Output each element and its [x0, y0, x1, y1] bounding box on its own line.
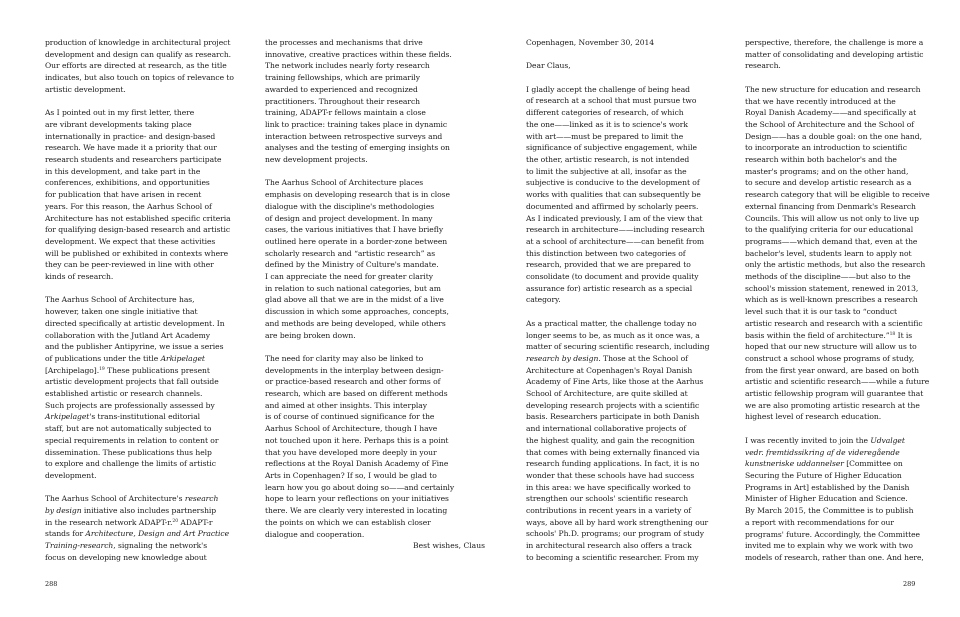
footnote-marker: 18 [889, 331, 896, 337]
text-line: strengthen our schools' scientific research [526, 494, 689, 504]
text-line: emphasis on developing research that is in close [265, 190, 450, 200]
text-line: production of knowledge in architectural project [45, 38, 231, 47]
column-3-body [526, 84, 738, 564]
text-line: significance of subjective engagement, while [526, 143, 697, 153]
text-line: special requirements in relation to content or [45, 435, 219, 445]
text-line: dialogue and cooperation. [265, 529, 365, 539]
text-line: Training-research, signaling the network's [45, 541, 208, 551]
text-line: assurance for) artistic research as a special [526, 283, 693, 293]
text-line: that you have developed more deeply in your [265, 447, 437, 457]
text-line: basis within the field of architecture.”$^{18}$ It is [745, 330, 913, 340]
text-line: research students and researchers participate [45, 155, 222, 165]
text-line: I gladly accept the challenge of being head [526, 84, 690, 94]
text-line: School of Architecture, are quite skilled at [526, 389, 688, 399]
text-line: developing research projects with a scientific [526, 400, 700, 410]
text-line: programs——which demand that, even at the [745, 236, 918, 246]
text-line: As I indicated previously, I am of the view that [526, 213, 703, 223]
text-line: Academy of Fine Arts, like those at the Aarhus [526, 377, 704, 387]
text-line: level such that it is our task to “conduct [745, 307, 898, 317]
text-line: As I pointed out in my first letter, there [45, 108, 195, 118]
text-line: the one——linked as it is to science's work [526, 119, 688, 129]
text-line: which as is well-known prescribes a research [745, 295, 918, 305]
text-line: link to practice: training takes place in dynamic [265, 119, 448, 129]
page-number-right: 289 [903, 580, 916, 588]
text-line: kunstneriske uddannelser [Committee on [745, 459, 903, 469]
footnote-marker: 20 [172, 518, 179, 524]
text-line: to limit the subjective at all, insofar as the [526, 166, 687, 176]
text-line: of research at a school that must pursue two [526, 96, 697, 106]
text-line: perspective, therefore, the challenge is more a [745, 38, 924, 47]
text-line: basis. Researchers participate in both Danish [526, 412, 700, 422]
text-line: The new structure for education and research [745, 84, 921, 94]
text-line: development. [45, 470, 97, 480]
text-line: Our efforts are directed at research, as the title [45, 61, 227, 71]
paragraph [265, 177, 477, 341]
text-line: the other, artistic research, is not intended [526, 155, 690, 164]
text-line: learn how you go about doing so——and certainly [265, 482, 455, 492]
text-line: in architectural research also offers a track [526, 541, 692, 551]
text-line: artistic development. [45, 84, 126, 94]
text-line: category. [526, 295, 561, 305]
paragraph [45, 37, 257, 96]
text-line: internationally in practice- and design-based [45, 131, 216, 141]
column-4 [745, 37, 957, 575]
text-line: in the research network ADAPT-r.$^{20}$ ADAPT-r [45, 517, 213, 527]
text-line: staff, but are not automatically subjected to [45, 424, 212, 434]
text-line: training, ADAPT-r fellows maintain a close [265, 108, 426, 118]
text-line: The Aarhus School of Architecture has, [45, 295, 195, 305]
text-line: new development projects. [265, 155, 368, 165]
text-line: I can appreciate the need for greater clarity [265, 272, 433, 282]
text-line: to secure and develop artistic research as a [745, 178, 912, 188]
text-line: research in architecture——including research [526, 225, 705, 235]
text-line: hope to learn your reflections on your initiatives [265, 494, 449, 504]
paragraph [45, 107, 257, 283]
text-line: Architecture has not established specific criteria [45, 213, 231, 223]
text-line: at a school of architecture——can benefit from [526, 236, 705, 246]
text-line: conferences, exhibitions, and opportunities [45, 178, 210, 188]
text-line: they can be peer-reviewed in line with other [45, 260, 214, 270]
text-line: of publications under the title Arkipelaget [45, 353, 205, 363]
column-3 [526, 37, 738, 575]
text-line: models of research, rather than one. And here, [745, 552, 924, 562]
text-line: practitioners. Throughout their research [265, 96, 420, 106]
text-line: defined by the Ministry of Culture's mandate. [265, 260, 439, 270]
text-line: cases, the various initiatives that I have briefly [265, 225, 444, 235]
text-line: artistic and scientific research——while a future [745, 377, 930, 387]
text-line: consolidate (to document and provide quality [526, 272, 699, 282]
text-line: research. [745, 61, 781, 71]
text-line: development. We expect that these activities [45, 236, 216, 246]
text-line: the highest quality, and gain the recognition [526, 435, 695, 445]
text-line: or practice-based research and other forms of [265, 377, 441, 387]
page-number-left: 288 [45, 580, 58, 588]
text-line: analyses and the testing of emerging insights on [265, 143, 450, 153]
paragraph [745, 84, 957, 423]
text-line: Design——has a double goal: on the one hand, [745, 131, 922, 141]
text-line: dissemination. These publications thus help [45, 447, 212, 457]
text-line: stands for Architecture, Design and Art Practice [45, 529, 230, 539]
text-line: Royal Danish Academy——and specifically at [745, 108, 917, 118]
text-line: school's mission statement, renewed in 2013, [745, 283, 919, 293]
column-1 [45, 37, 257, 575]
text-line: works with qualities that can subsequently be [526, 190, 701, 200]
text-line: and methods are being developed, while others [265, 318, 446, 328]
paragraph [45, 493, 257, 563]
paragraph [45, 294, 257, 481]
text-line: longer seems to be, as much as it once was, a [526, 330, 700, 340]
text-line: and aimed at other insights. This interplay [265, 400, 427, 410]
text-line: The need for clarity may also be linked to [265, 353, 424, 363]
text-line: however, taken one single initiative that [45, 307, 198, 317]
text-line: programs' future. Accordingly, the Committee [745, 529, 920, 539]
text-line: By March 2015, the Committee is to publish [745, 506, 914, 516]
text-line: that we have recently introduced at the [745, 96, 896, 106]
text-line: the School of Architecture and the School of [745, 119, 915, 129]
text-line: Councils. This will allow us not only to live up [745, 213, 919, 223]
text-line: methods of the discipline——but also to the [745, 272, 911, 282]
text-line: is of course of continued significance for the [265, 412, 435, 422]
text-line: Arts in Copenhagen? If so, I would be glad to [265, 470, 437, 480]
signoff-name: Claus [463, 541, 485, 550]
text-line: matter of consolidating and developing artistic [745, 49, 924, 59]
text-line: schools' Ph.D. programs; our program of study [526, 529, 704, 539]
text-line: in this development, and take part in the [45, 166, 201, 176]
text-line: we are also promoting artistic research at the [745, 400, 920, 410]
text-line: Arkipelaget's trans-institutional editorial [45, 412, 201, 422]
text-line: to becoming a scientific researcher. From my [526, 552, 699, 562]
text-line: Minister of Higher Education and Science. [745, 494, 908, 504]
text-line: I was recently invited to join the Udvalget [745, 435, 905, 445]
paragraph [526, 318, 738, 564]
paragraph [526, 84, 738, 306]
text-line: development and design can qualify as research. [45, 49, 232, 59]
text-line: research. We have made it a priority that our [45, 143, 217, 153]
text-line: glad above all that we are in the midst of a live [265, 295, 444, 305]
signoff-closing: Best wishes, [413, 541, 462, 550]
paragraph [745, 37, 957, 72]
text-line: of design and project development. In many [265, 213, 433, 223]
text-line: discussion in which some approaches, concepts, [265, 307, 449, 317]
text-line: matter of securing scientific research, including [526, 342, 710, 352]
text-line: are vibrant developments taking place [45, 119, 192, 129]
paragraph [265, 353, 477, 540]
paragraph [745, 435, 957, 564]
text-line: there. We are clearly very interested in locating [265, 506, 448, 516]
text-line: to explore and challenge the limits of artistic [45, 459, 217, 469]
text-line: are being broken down. [265, 330, 356, 340]
text-line: research within both bachelor's and the [745, 155, 897, 165]
text-line: Such projects are professionally assessed by [45, 400, 215, 410]
text-line: for publication that have arisen in recent [45, 190, 202, 200]
text-line: for qualifying design-based research and artistic [45, 225, 231, 235]
text-line: [Archipelago].$^{19}$ These publications present [45, 365, 210, 375]
text-line: a report with recommendations for our [745, 517, 894, 527]
text-line: artistic fellowship program will guarantee that [745, 389, 924, 399]
text-line: directed specifically at artistic development. In [45, 318, 225, 328]
text-line: wonder that these schools have had success [526, 470, 695, 480]
text-line: As a practical matter, the challenge today no [526, 318, 697, 328]
text-line: research, provided that we are prepared to [526, 260, 691, 270]
text-line: The Aarhus School of Architecture's research [45, 494, 219, 504]
text-line: research, which are based on different methods [265, 389, 448, 399]
text-line: bachelor's level, students learn to apply not [745, 248, 912, 258]
text-line: kinds of research. [45, 272, 114, 282]
text-line: outlined here operate in a border-zone between [265, 236, 448, 246]
text-line: Aarhus School of Architecture, though I have [265, 424, 438, 434]
paragraph [265, 37, 477, 166]
text-line: indicates, but also touch on topics of relevance to [45, 73, 234, 83]
text-line: research funding applications. In fact, it is no [526, 459, 700, 469]
text-line: ways, above all by hard work strengthening our [526, 517, 709, 527]
text-line: research category that will be eligible to receive [745, 190, 930, 200]
text-line: hoped that our new structure will allow us to [745, 342, 917, 352]
text-line: awarded to experienced and recognized [265, 84, 418, 94]
text-line: The network includes nearly forty research [265, 61, 430, 71]
text-line: subjective is conducive to the development of [526, 178, 700, 188]
footnote-marker: 19 [99, 366, 105, 372]
text-line: highest level of research education. [745, 412, 882, 422]
text-line: in this area: we have specifically worked to [526, 482, 691, 492]
text-line: this distinction between two categories of [526, 248, 686, 258]
text-line: contributions in recent years in a variety of [526, 506, 691, 516]
text-line: to the qualifying criteria for our educational [745, 225, 914, 235]
text-line: research by design. Those at the School of [526, 353, 688, 363]
text-line: established artistic or research channels. [45, 389, 203, 399]
text-line: dialogue with the discipline's methodologies [265, 201, 435, 211]
text-line: in relation to such national categories, but am [265, 283, 441, 293]
text-line: and the publisher Antipyrine, we issue a series [45, 342, 224, 352]
text-line: invited me to explain why we work with two [745, 541, 913, 551]
text-line: will be published or exhibited in contexts where [45, 248, 229, 258]
text-line: the points on which we can establish closer [265, 517, 431, 527]
letter-salutation: Dear Claus, [526, 61, 571, 71]
text-line: and international collaborative projects of [526, 424, 687, 434]
text-line: focus on developing new knowledge about [45, 552, 207, 562]
text-line: training fellowships, which are primarily [265, 73, 420, 83]
text-line: different categories of research, of which [526, 108, 684, 118]
text-line: artistic research and research with a scientific [745, 318, 923, 328]
text-line: Architecture at Copenhagen's Royal Danish [526, 365, 693, 375]
text-line: the processes and mechanisms that drive [265, 38, 423, 47]
text-line: The Aarhus School of Architecture places [265, 178, 424, 188]
text-line: innovative, creative practices within these fields. [265, 49, 452, 59]
text-line: that comes with being externally financed via [526, 447, 700, 457]
text-line: years. For this reason, the Aarhus School of [45, 201, 212, 211]
text-line: construct a school whose programs of study, [745, 353, 915, 363]
text-line: external financing from Denmark's Research [745, 201, 916, 211]
text-line: Securing the Future of Higher Education [745, 470, 902, 480]
text-line: scholarly research and “artistic research” as [265, 248, 436, 258]
text-line: collaboration with the Jutland Art Academy [45, 330, 210, 340]
text-line: interaction between retrospective surveys and [265, 131, 443, 141]
text-line: to incorporate an introduction to scientific [745, 143, 907, 153]
text-line: documented and affirmed by scholarly peers. [526, 201, 699, 211]
text-line: Programs in Art] established by the Danish [745, 482, 910, 492]
text-line: vedr. fremtidssikring af de videregående [745, 447, 900, 457]
text-line: from the first year onward, are based on both [745, 365, 919, 375]
text-line: by design initiative also includes partnership [45, 506, 217, 516]
text-line: developments in the interplay between design- [265, 365, 444, 375]
text-line: reflections at the Royal Danish Academy of Fine [265, 459, 449, 469]
letter-dateline: Copenhagen, November 30, 2014 [526, 38, 655, 47]
text-line: artistic development projects that fall outside [45, 377, 219, 387]
text-line: not touched upon it here. Perhaps this is a point [265, 435, 449, 445]
text-line: with art——must be prepared to limit the [526, 131, 684, 141]
column-2 [265, 37, 477, 552]
letter-signoff [265, 540, 485, 552]
text-line: master's programs; and on the other hand, [745, 166, 909, 176]
text-line: only the artistic methods, but also the research [745, 260, 926, 270]
